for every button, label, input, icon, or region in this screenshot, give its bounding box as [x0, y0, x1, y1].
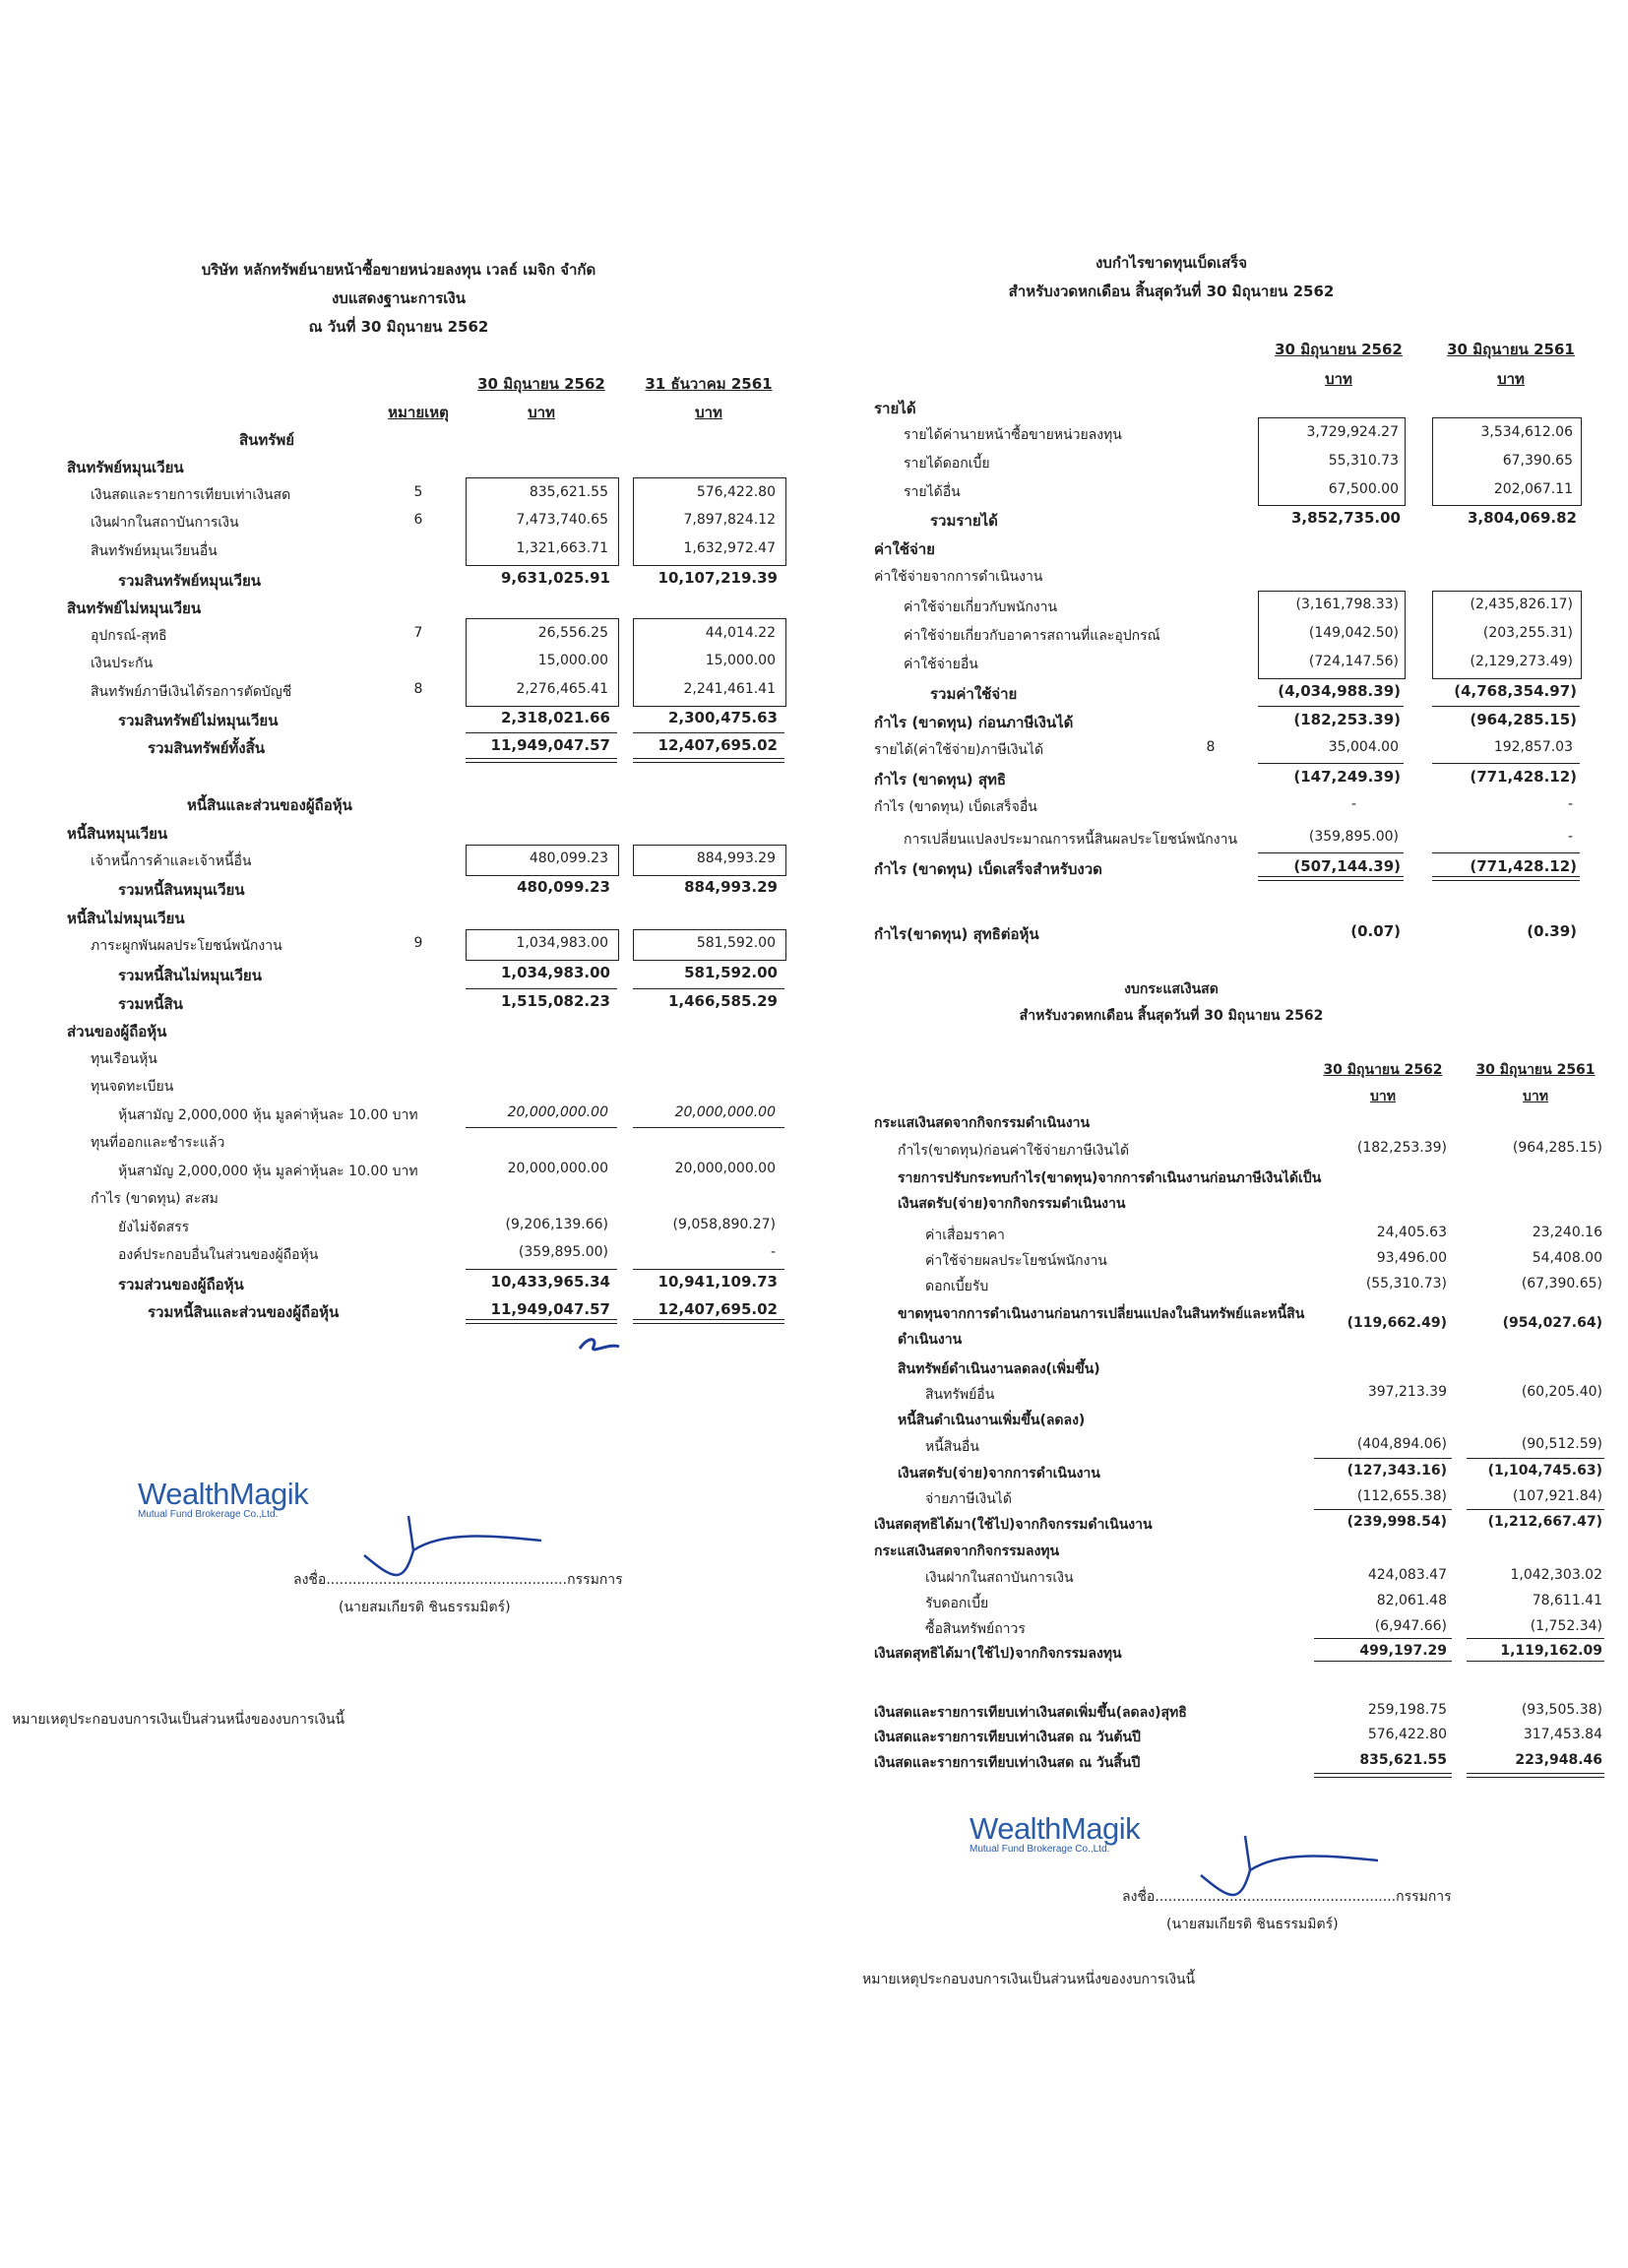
net-line-1: [1258, 763, 1404, 764]
operating-expenses-heading: ค่าใช้จ่ายจากการดำเนินงาน: [874, 569, 1043, 585]
sign-line: ลงชื่อ.......................................................กรรมการ: [293, 1572, 623, 1588]
cf-adjust-heading-2: เงินสดรับ(จ่าย)จากกิจกรรมดำเนินงาน: [898, 1196, 1126, 1212]
cf-inv-line-2: [1467, 1638, 1604, 1639]
total-le-dline-1: [466, 1319, 617, 1324]
expenses-heading: ค่าใช้จ่าย: [874, 540, 935, 558]
is-col-header-2562: 30 มิถุนายน 2562: [1275, 341, 1403, 358]
noncurrent-assets-heading: สินทรัพย์ไม่หมุนเวียน: [67, 599, 202, 617]
unit-baht-1: บาท: [528, 404, 555, 421]
cf-end-dline-2: [1467, 1773, 1604, 1778]
wealthmagik-logo: WealthMagik Mutual Fund Brokerage Co.,Ltd.: [138, 1477, 309, 1520]
balance-sheet-title: งบแสดงฐานะการเงิน: [331, 289, 466, 307]
unit-baht-2: บาท: [695, 404, 722, 421]
ci-dline-1: [1258, 876, 1404, 881]
share-capital-label: ทุนเรือนหุ้น: [91, 1051, 157, 1067]
cf-inv-net-line-1: [1314, 1661, 1452, 1662]
cf-end-dline-1: [1314, 1773, 1452, 1778]
total-assets-line-1: [466, 732, 617, 733]
revenue-heading: รายได้: [874, 400, 916, 417]
company-name: บริษัท หลักทรัพย์นายหน้าซื้อขายหน่วยลงทุน เวลธ์ เมจิก จำกัด: [201, 261, 596, 279]
footnote: หมายเหตุประกอบงบการเงินเป็นส่วนหนึ่งของงบการเงินนี้: [12, 1712, 345, 1728]
registered-capital-line-2: [633, 1127, 784, 1128]
col-header-note: หมายเหตุ: [388, 404, 449, 421]
wealthmagik-logo-right: WealthMagik Mutual Fund Brokerage Co.,Ltd.: [970, 1811, 1141, 1855]
cf-inv-line-1: [1314, 1638, 1452, 1639]
cf-unit-2: บาท: [1523, 1089, 1548, 1104]
cf-ops-line-2: [1467, 1458, 1604, 1459]
liabilities-heading: หนี้สินและส่วนของผู้ถือหุ้น: [187, 796, 352, 814]
total-le-dline-2: [633, 1319, 784, 1324]
cf-adjust-heading: รายการปรับกระทบกำไร(ขาดทุน)จากการดำเนินงานก่อนภาษีเงินได้เป็น: [898, 1170, 1322, 1186]
current-assets-heading: สินทรัพย์หมุนเวียน: [67, 459, 184, 476]
cf-inv-net-line-2: [1467, 1661, 1604, 1662]
col-header-2562: 30 มิถุนายน 2562: [477, 375, 605, 393]
cf-ops-line-1: [1314, 1458, 1452, 1459]
equity-line-1: [466, 1269, 617, 1270]
cf-col-header-2562: 30 มิถุนายน 2562: [1323, 1062, 1443, 1078]
cf-col-header-2561: 30 มิถุนายน 2561: [1475, 1062, 1596, 1078]
total-liab-line-2: [633, 988, 784, 989]
signer-name: (นายสมเกียรติ ชินธรรมมิตร์): [339, 1600, 511, 1615]
is-unit-2: บาท: [1497, 370, 1525, 388]
initial-mark-icon: [576, 1331, 625, 1356]
retained-earnings-label: กำไร (ขาดทุน) สะสม: [91, 1191, 219, 1207]
cf-assets-heading: สินทรัพย์ดำเนินงานลดลง(เพิ่มขึ้น): [898, 1361, 1100, 1377]
total-assets-line-2: [633, 732, 784, 733]
cf-liab-heading: หนี้สินดำเนินงานเพิ่มขึ้น(ลดลง): [898, 1413, 1086, 1428]
signer-name-right: (นายสมเกียรติ ชินธรรมมิตร์): [1166, 1917, 1339, 1932]
pbt-line-2: [1432, 706, 1580, 707]
is-col-header-2561: 30 มิถุนายน 2561: [1447, 341, 1575, 358]
cf-ops-net-line-2: [1467, 1509, 1604, 1510]
oci-line-2: [1432, 852, 1580, 853]
balance-sheet-date: ณ วันที่ 30 มิถุนายน 2562: [308, 318, 489, 336]
net-line-2: [1432, 763, 1580, 764]
pbt-line-1: [1258, 706, 1404, 707]
col-header-2561: 31 ธันวาคม 2561: [645, 375, 773, 393]
equity-heading: ส่วนของผู้ถือหุ้น: [67, 1023, 167, 1040]
registered-capital-line-1: [466, 1127, 617, 1128]
footnote-right: หมายเหตุประกอบงบการเงินเป็นส่วนหนึ่งของงบการเงินนี้: [862, 1972, 1196, 1987]
cf-unit-1: บาท: [1370, 1089, 1396, 1104]
cashflow-title: งบกระแสเงินสด: [1124, 981, 1219, 997]
total-liab-line-1: [466, 988, 617, 989]
cashflow-period: สำหรับงวดหกเดือน สิ้นสุดวันที่ 30 มิถุนายน 2562: [1019, 1008, 1324, 1024]
current-liab-heading: หนี้สินหมุนเวียน: [67, 825, 168, 843]
income-statement-period: สำหรับงวดหกเดือน สิ้นสุดวันที่ 30 มิถุนายน 2562: [1008, 283, 1335, 300]
total-assets-dline-2: [633, 758, 784, 763]
equity-line-2: [633, 1269, 784, 1270]
paid-up-capital-label: ทุนที่ออกและชำระแล้ว: [91, 1135, 225, 1151]
cf-ops-net-line-1: [1314, 1509, 1452, 1510]
total-assets-dline-1: [466, 758, 617, 763]
ci-dline-2: [1432, 876, 1580, 881]
oci-line-1: [1258, 852, 1404, 853]
assets-heading: สินทรัพย์: [239, 431, 295, 449]
sign-line-right: ลงชื่อ.......................................................กรรมการ: [1122, 1889, 1452, 1905]
cf-inv-heading: กระแสเงินสดจากกิจกรรมลงทุน: [874, 1544, 1060, 1559]
is-unit-1: บาท: [1325, 370, 1352, 388]
income-statement-title: งบกำไรขาดทุนเบ็ดเสร็จ: [1095, 254, 1248, 272]
cf-ops-heading: กระแสเงินสดจากกิจกรรมดำเนินงาน: [874, 1115, 1091, 1131]
noncurrent-liab-heading: หนี้สินไม่หมุนเวียน: [67, 910, 185, 927]
registered-capital-label: ทุนจดทะเบียน: [91, 1079, 174, 1095]
